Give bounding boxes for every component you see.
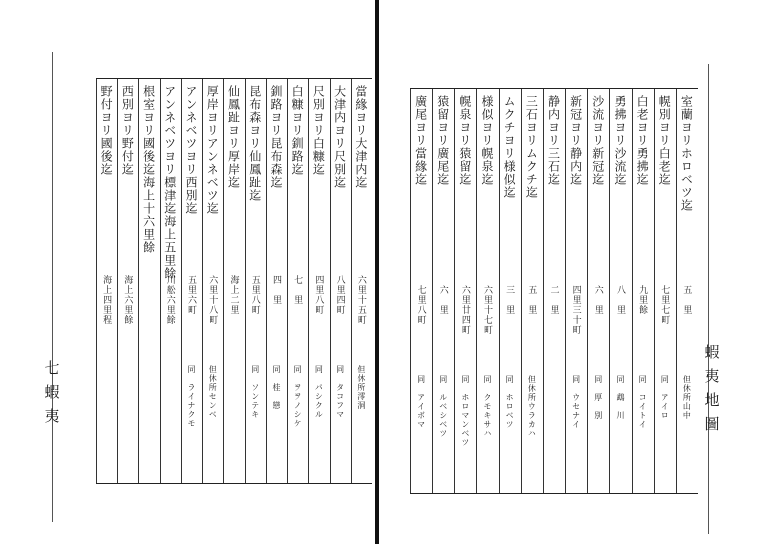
rest-stop-note: 但休所山中 [682,375,692,420]
rest-stop-note: 同 タコフマ [335,365,345,419]
distance: 四里八町 [313,275,324,315]
distance: 七里八町 [415,285,426,325]
right-columns [410,89,698,493]
place-range: 白老ヨリ勇拂迄 [635,95,650,186]
entry-column [160,79,181,483]
rest-stop-note: 同 ソンテキ [250,365,260,419]
entry-column [181,79,202,483]
entry-column [266,79,287,483]
distance: 川舩六里餘 [164,275,175,325]
distance: 三 里 [504,285,515,315]
distance: 五里八町 [249,275,260,315]
right-page-edge [708,64,709,534]
place-range: 釧路ヨリ昆布森迄 [268,85,283,189]
right-edge-marks [700,340,724,436]
distance: 六里十五町 [355,275,366,325]
entry-column [609,89,631,493]
distance: 六里十七町 [482,285,493,335]
entry-column [654,89,676,493]
entry-column [432,89,454,493]
edge-mark: 七 [44,359,60,377]
distance: 海上六里餘 [122,275,133,325]
entry-column [410,89,432,493]
entry-column [676,89,698,493]
left-text-frame [96,78,372,484]
rest-stop-note: 同 ヲヲノシケ [293,365,303,428]
distance: 八 里 [614,285,625,315]
entry-column [543,89,565,493]
rest-stop-note: 同 厚 別 [593,375,603,420]
entry-column [476,89,498,493]
left-columns [96,79,372,483]
place-range: 白糠ヨリ釧路迄 [290,85,305,176]
rest-stop-note: 同 桂 戀 [271,365,281,410]
rest-stop-note: 同 パシクル [314,365,324,419]
distance: 海上二里 [228,275,239,315]
distance: 六 里 [592,285,603,315]
distance: 五 里 [526,285,537,315]
place-range: 昆布森ヨリ仙鳳趾迄 [247,85,262,202]
entry-column [223,79,244,483]
edge-mark: 地 [704,391,720,409]
place-range: アンネベツヨリ標津迄海上五里餘 [162,85,177,280]
place-range: 當緣ヨリ大津内迄 [353,85,368,189]
edge-mark: 蝦 [44,383,60,401]
place-range: 大津内ヨリ尺別迄 [332,85,347,189]
place-range: 沙流ヨリ新冠迄 [590,95,605,186]
place-range: 猿留ヨリ廣尾迄 [435,95,450,186]
rest-stop-note: 但休所ウラカハ [527,375,537,438]
edge-mark: 夷 [44,407,60,425]
place-range: 野付ヨリ國後迄 [99,85,114,176]
entry-column [96,79,117,483]
left-edge-marks [40,356,64,428]
place-range: 勇拂ヨリ沙流迄 [612,95,627,186]
edge-mark: 夷 [704,367,720,385]
rest-stop-note: 同 ライナクモ [187,365,197,428]
place-range: 幌別ヨリ白老迄 [657,95,672,186]
place-range: アンネベツヨリ西別迄 [184,85,199,215]
rest-stop-note: 同 ホロベツ [505,375,515,429]
entry-column [202,79,223,483]
book-spine [375,0,379,544]
place-range: 西別ヨリ野付迄 [120,85,135,176]
distance: 五里六町 [186,275,197,315]
entry-column [454,89,476,493]
distance: 海上四里程 [101,275,112,325]
place-range: 厚岸ヨリアンネベツ迄 [205,85,220,215]
distance: 五 里 [681,285,692,315]
place-range: 尺別ヨリ白糠迄 [311,85,326,176]
entry-column [287,79,308,483]
rest-stop-note: 同 コイトイ [638,375,648,429]
place-range: ムクチヨリ様似迄 [502,95,517,199]
entry-column [308,79,329,483]
place-range: 様似ヨリ幌泉迄 [480,95,495,186]
rest-stop-note: 同 ホロマンベツ [460,375,470,447]
distance: 九里餘 [637,285,648,315]
place-range: 幌泉ヨリ猿留迄 [457,95,472,186]
place-range: 静内ヨリ三石迄 [546,95,561,186]
place-range: 廣尾ヨリ當緣迄 [413,95,428,186]
distance: 七 里 [292,275,303,305]
distance: 四 里 [270,275,281,305]
distance: 六 里 [437,285,448,315]
entry-column [330,79,351,483]
entry-column [587,89,609,493]
right-text-frame [410,88,698,494]
distance: 八里四町 [334,275,345,315]
left-page-edge [52,52,53,522]
edge-mark: 蝦 [704,343,720,361]
entry-column [117,79,138,483]
rest-stop-note: 同 クモキサハ [483,375,493,438]
place-range: 三石ヨリムクチ迄 [524,95,539,199]
distance: 七里七町 [659,285,670,325]
rest-stop-note: 同 鵡 川 [615,375,625,420]
entry-column [521,89,543,493]
place-range: 仙鳳趾ヨリ厚岸迄 [226,85,241,189]
left-page [40,0,370,544]
place-range: 根室ヨリ國後迄海上十六里餘 [141,85,156,254]
right-page [400,0,730,544]
rest-stop-note: 同 ルベシベツ [438,375,448,438]
edge-mark: 圖 [704,415,720,433]
entry-column [245,79,266,483]
rest-stop-note: 同 アイボマ [416,375,426,429]
rest-stop-note: 同 アイロ [660,375,670,420]
distance: 四里三十町 [570,285,581,335]
entry-column [138,79,159,483]
rest-stop-note: 但休所澪洞 [356,365,366,410]
rest-stop-note: 但休所センベ [208,365,218,419]
entry-column [632,89,654,493]
place-range: 室蘭ヨリホロベツ迄 [679,95,694,212]
distance: 六里廿四町 [459,285,470,335]
entry-column [499,89,521,493]
rest-stop-note: 同 ウセナイ [571,375,581,429]
entry-column [565,89,587,493]
distance: 二 里 [548,285,559,315]
entry-column [351,79,372,483]
place-range: 新冠ヨリ静内迄 [568,95,583,186]
distance: 六里十八町 [207,275,218,325]
